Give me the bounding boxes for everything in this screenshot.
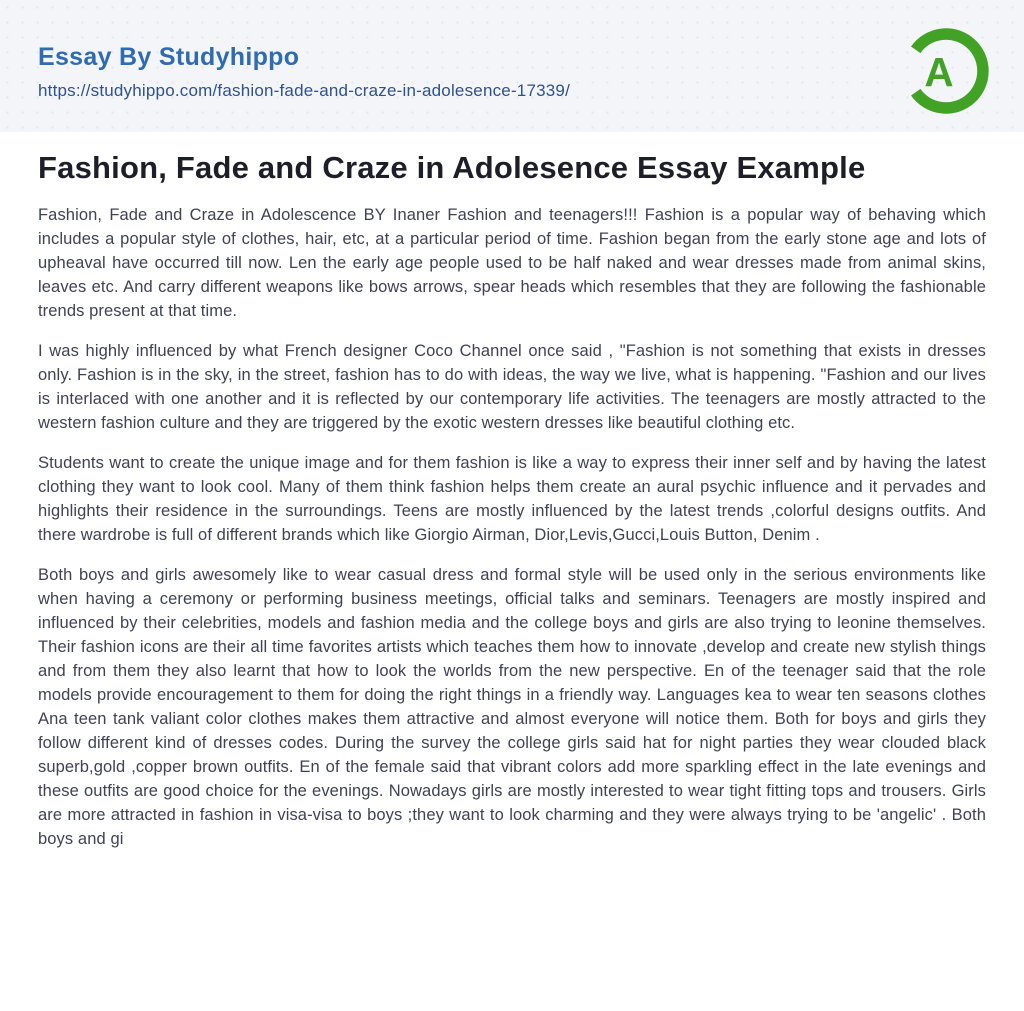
- logo-arc-icon: [902, 27, 990, 115]
- essay-paragraph: Fashion, Fade and Craze in Adolescence BY Inaner Fashion and teenagers!!! Fashion is a popular way of behaving which includes a popular style of clothes, hair, etc, at a particular period of time. Fashion began from the early stone age and lots of upheaval have occurred till now. Len the early age people used to be half naked and wear dresses made from animal skins, leaves etc. And carry different weapons like bows arrows, spear heads which resembles that they are following the fashionable trends present at that time.: [38, 206, 986, 320]
- studyhippo-logo: [902, 27, 990, 115]
- essay-content: [0, 132, 1024, 851]
- essay-body: [38, 203, 986, 851]
- logo-letter: A: [924, 48, 954, 95]
- essay-paragraph: Students want to create the unique image and for them fashion is like a way to express their inner self and by having the latest clothing they want to look cool. Many of them think fashion helps them create an aural psychic influence and it pervades and highlights their residence in the surroundings. Teens are mostly influenced by the latest trends ,colorful designs outfits. And there wardrobe is full of different brands which like Giorgio Airman, Dior,Levis,Gucci,Louis Button, Denim .: [38, 454, 986, 544]
- header-text-block: [38, 42, 570, 101]
- site-title: Essay By Studyhippo: [38, 42, 300, 71]
- site-header: [0, 0, 1024, 132]
- essay-url-link[interactable]: https://studyhippo.com/fashion-fade-and-craze-in-adolesence-17339/: [38, 80, 571, 100]
- essay-paragraph: I was highly influenced by what French designer Coco Channel once said , "Fashion is not something that exists in dresses only. Fashion is in the sky, in the street, fashion has to do with ideas, the way we live, what is happening. "Fashion and our lives is interlaced with one another and it is reflected by our contemporary life activities. The teenagers are mostly attracted to the western fashion culture and they are triggered by the exotic western dresses like beautiful clothing etc.: [38, 342, 986, 432]
- essay-title: Fashion, Fade and Craze in Adolesence Essay Example: [38, 150, 866, 185]
- essay-paragraph: Both boys and girls awesomely like to wear casual dress and formal style will be used only in the serious environments like when having a ceremony or performing business meetings, official talks and seminars. Teenagers are mostly inspired and influenced by their celebrities, models and fashion media and the college boys and girls are also trying to leonine themselves. Their fashion icons are their all time favorites artists which teaches them how to innovate ,develop and create new stylish things and from them they also learnt that how to look the worlds from the new perspective. En of the teenager said that the role models provide encouragement to them for doing the right things in a friendly way. Languages kea to wear ten seasons clothes Ana teen tank valiant color clothes makes them attractive and almost everyone will notice them. Both for boys and girls they follow different kind of dresses codes. During the survey the college girls said hat for night parties they wear clouded black superb,gold ,copper brown outfits. En of the female said that vibrant colors add more sparkling effect in the late evenings and these outfits are good choice for the evenings. Nowadays girls are mostly interested to wear tight fitting tops and trousers. Girls are more attracted in fashion in visa-visa to boys ;they want to look charming and they were always trying to be 'angelic' . Both boys and gi: [38, 566, 986, 848]
